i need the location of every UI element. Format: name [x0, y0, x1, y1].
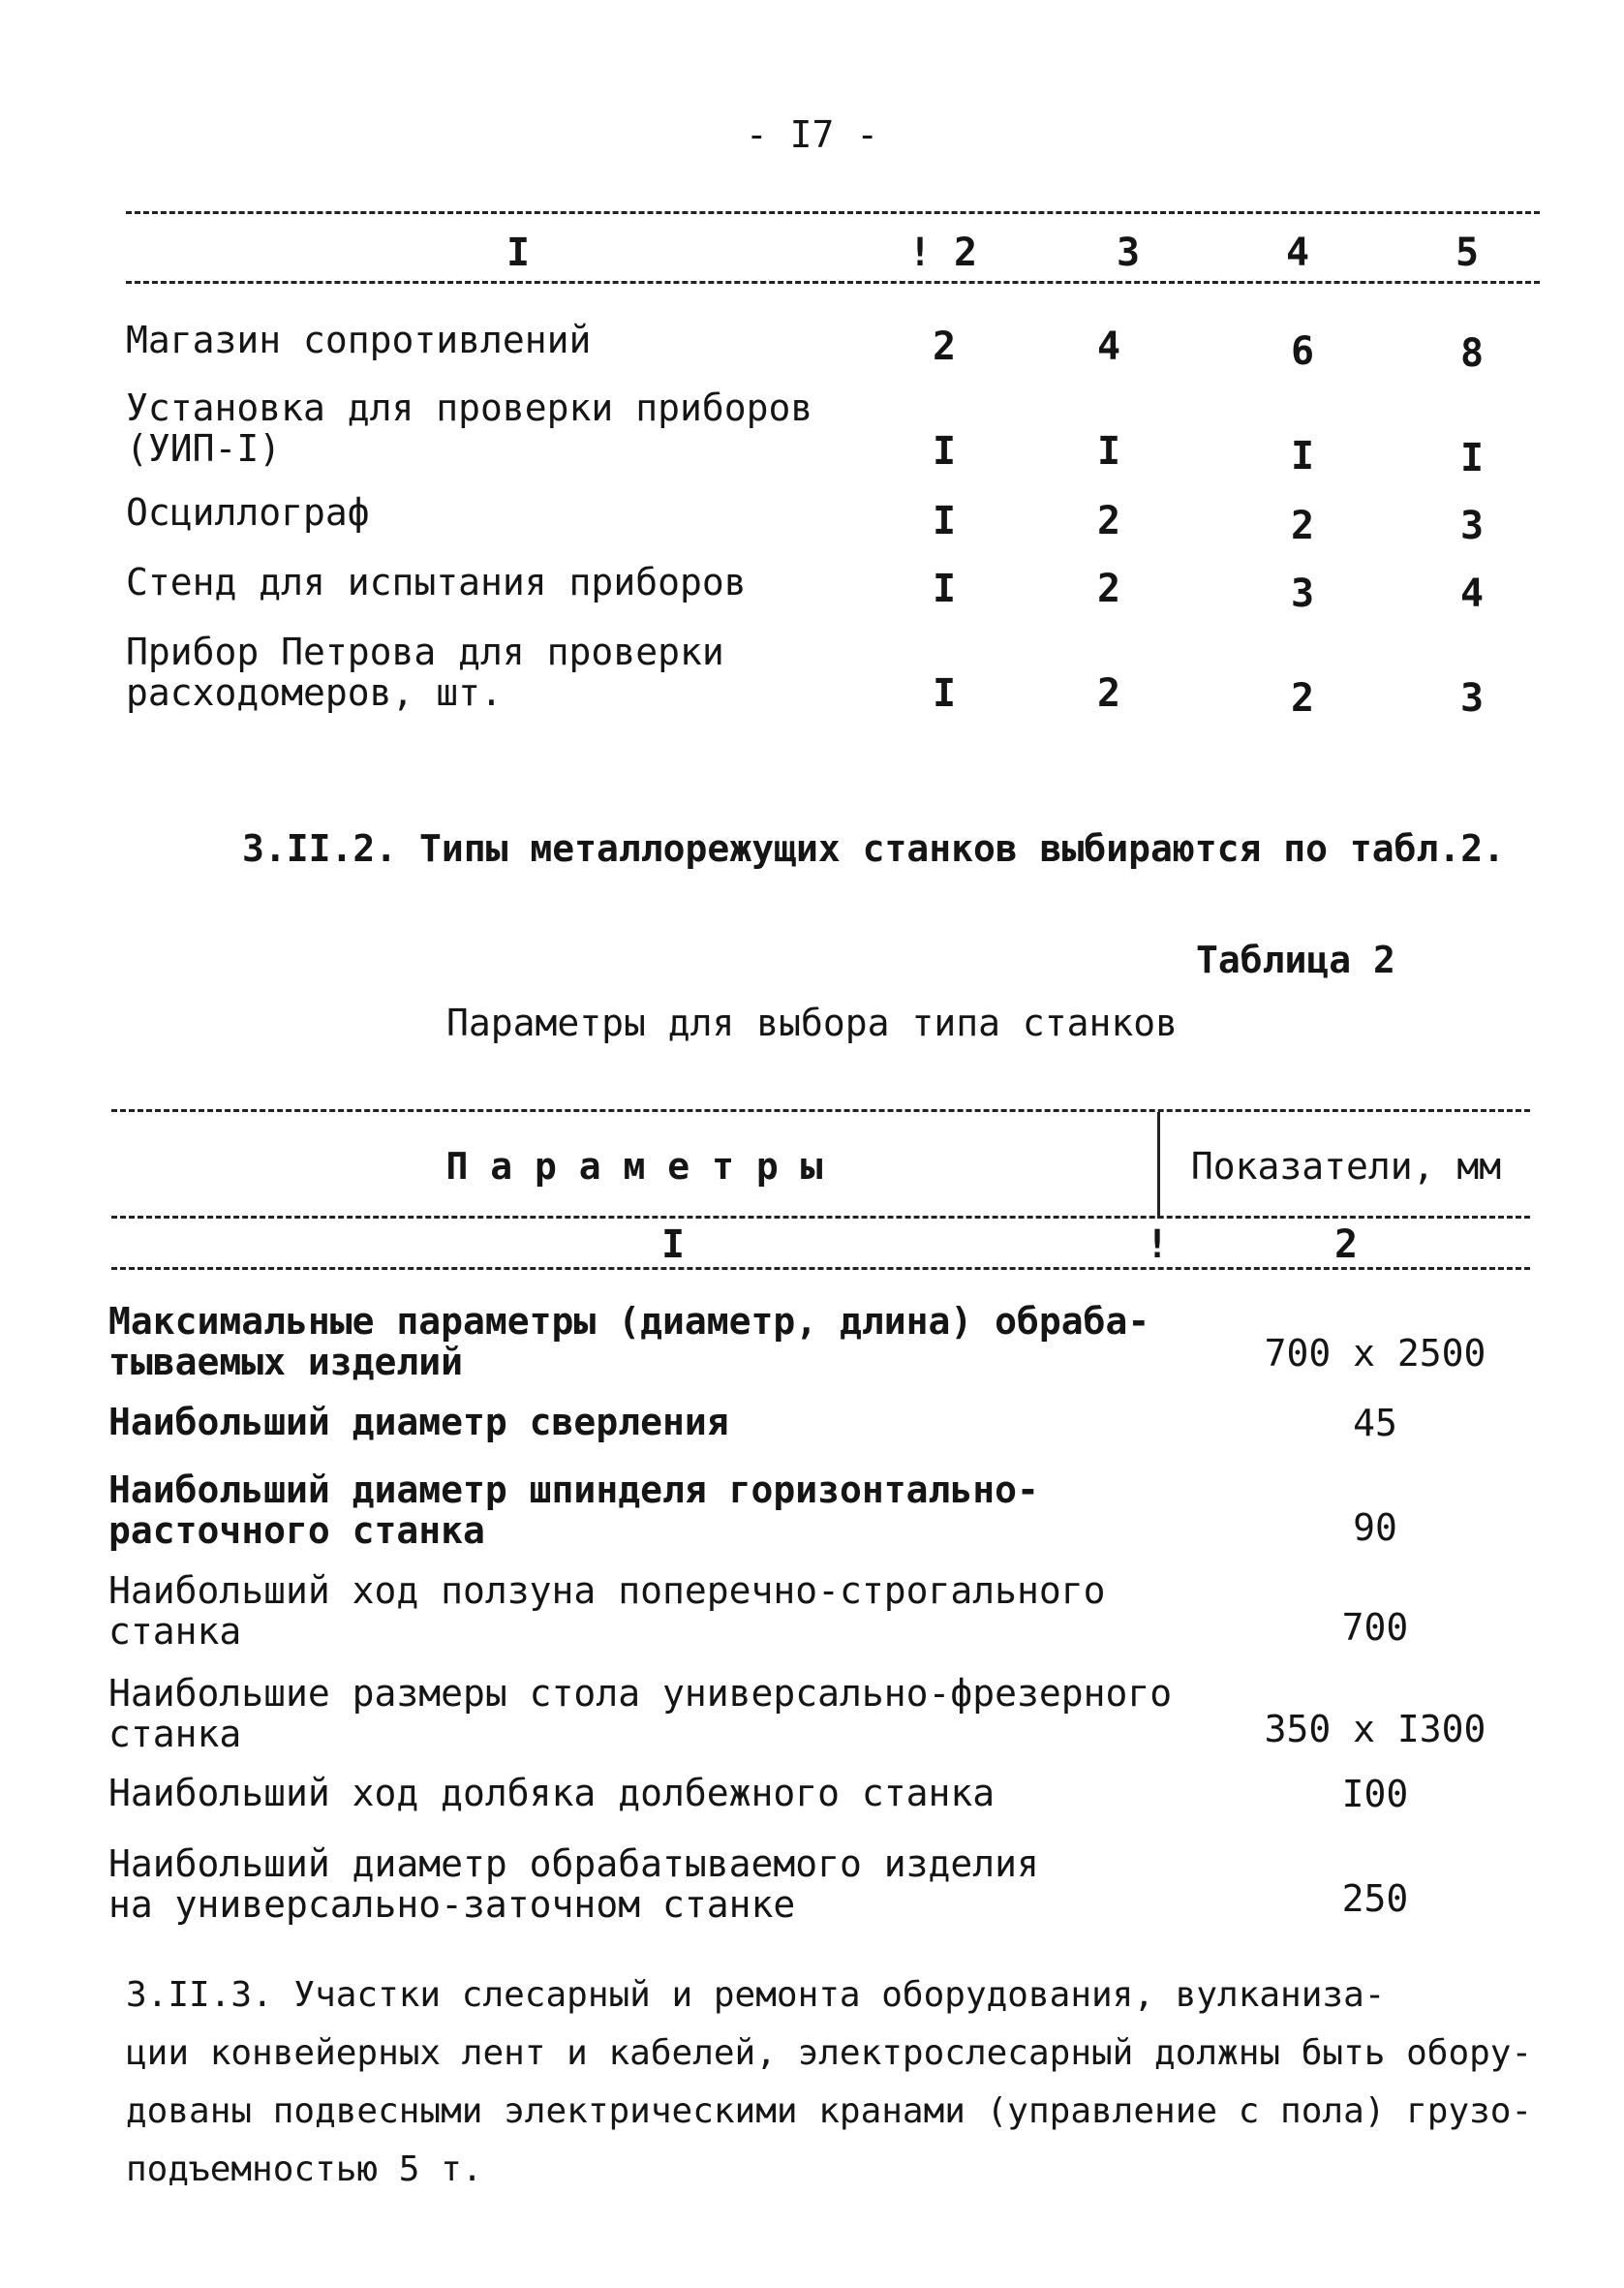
table-1-row-4-val-3: 3: [1290, 572, 1315, 616]
table-1-header-rule: [126, 281, 1540, 284]
table-1-row-5-val-4: 3: [1459, 676, 1485, 721]
table-2-row-7-name: Наибольший диаметр обрабатываемого изделия на универсально-заточном станке: [108, 1842, 1039, 1926]
table-1-row-1-val-3: 6: [1290, 329, 1315, 374]
table-1-row-1-val-1: 2: [932, 325, 957, 369]
table-2-col-sep: !: [1145, 1222, 1170, 1267]
table-1-col-header-3: 3: [1116, 231, 1141, 275]
table-1-col-header-4: 4: [1285, 231, 1310, 275]
table-2-title: Параметры для выбора типа станков: [446, 1002, 1178, 1044]
table-2-row-2-value: 45: [1353, 1402, 1397, 1444]
table-2-header-values: Показатели, мм: [1190, 1145, 1502, 1188]
table-2-mid-rule: [111, 1216, 1530, 1219]
table-1-top-rule: [126, 211, 1540, 214]
table-2-row-1-value: 700 x 2500: [1264, 1332, 1486, 1375]
table-1-row-3-val-2: 2: [1096, 499, 1121, 543]
table-1-col-header-1: I: [506, 231, 531, 275]
table-1-row-3-val-4: 3: [1459, 504, 1485, 548]
table-2-header-rule: [111, 1267, 1530, 1270]
page-number: - I7 -: [745, 113, 879, 156]
table-2-col-header-2: 2: [1333, 1222, 1359, 1267]
table-1-row-2-val-1: I: [932, 429, 957, 474]
table-1-row-5-name: Прибор Петрова для проверки расходомеров, шт.: [126, 631, 724, 714]
table-1-col-header-5: 5: [1455, 231, 1480, 275]
table-1-col-sep: !: [907, 231, 933, 275]
table-1-row-2-val-2: I: [1096, 429, 1121, 474]
table-1-row-1-val-2: 4: [1096, 325, 1121, 369]
table-1-row-3-val-3: 2: [1290, 504, 1315, 548]
table-2-row-4-value: 700: [1341, 1606, 1409, 1649]
table-1-col-header-2: 2: [953, 231, 978, 275]
table-1-row-2-val-4: I: [1459, 436, 1485, 480]
table-1-row-5-val-3: 2: [1290, 676, 1315, 721]
table-2-caption: Таблица 2: [1196, 939, 1395, 981]
table-1-row-3-val-1: I: [932, 499, 957, 543]
table-2-col-header-1: I: [660, 1222, 686, 1267]
table-2-row-2-name: Наибольший диаметр сверления: [108, 1401, 729, 1443]
table-2-row-3-name: Наибольший диаметр шпинделя горизонтально- расточного станка: [108, 1469, 1039, 1552]
table-2-row-5-name: Наибольшие размеры стола универсально-фрезерного станка: [108, 1672, 1173, 1755]
table-2-row-3-value: 90: [1353, 1506, 1397, 1549]
table-1-row-1-name: Магазин сопротивлений: [126, 319, 592, 361]
table-2-row-5-value: 350 x I300: [1264, 1708, 1486, 1750]
table-1-row-3-name: Осциллограф: [126, 491, 370, 534]
table-1-row-4-name: Стенд для испытания приборов: [126, 561, 747, 603]
table-1-row-4-val-4: 4: [1459, 572, 1485, 616]
table-2-row-6-name: Наибольший ход долбяка долбежного станка: [108, 1772, 996, 1814]
table-2-top-rule: [111, 1109, 1530, 1112]
table-2-row-1-name: Максимальные параметры (диаметр, длина) обраба- тываемых изделий: [108, 1300, 1150, 1383]
table-1-row-1-val-4: 8: [1459, 331, 1485, 376]
table-2-header-params: П а р а м е т р ы: [445, 1145, 823, 1188]
table-1-row-2-val-3: I: [1290, 434, 1315, 479]
table-2-header-divider: [1157, 1112, 1160, 1219]
table-1-row-4-val-2: 2: [1096, 567, 1121, 611]
paragraph-3-11-2: 3.II.2. Типы металлорежущих станков выбираются по табл.2.: [242, 827, 1506, 870]
table-2-row-7-value: 250: [1341, 1877, 1409, 1920]
table-1-row-2-name: Установка для проверки приборов (УИП-I): [126, 386, 813, 470]
paragraph-3-11-3: 3.II.3. Участки слесарный и ремонта оборудования, вулканиза- ции конвейерных лент и кабелей, электрослесарный должны быть обору- дованы подвесными электрическими кранами (управление с пола) грузо- подъемностью 5 т.: [126, 1975, 1533, 2189]
table-1-row-5-val-1: I: [932, 671, 957, 716]
table-2-row-6-value: I00: [1341, 1773, 1409, 1815]
table-1-row-5-val-2: 2: [1096, 671, 1121, 716]
table-2-row-4-name: Наибольший ход ползуна поперечно-строгального станка: [108, 1569, 1106, 1653]
table-1-row-4-val-1: I: [932, 567, 957, 611]
